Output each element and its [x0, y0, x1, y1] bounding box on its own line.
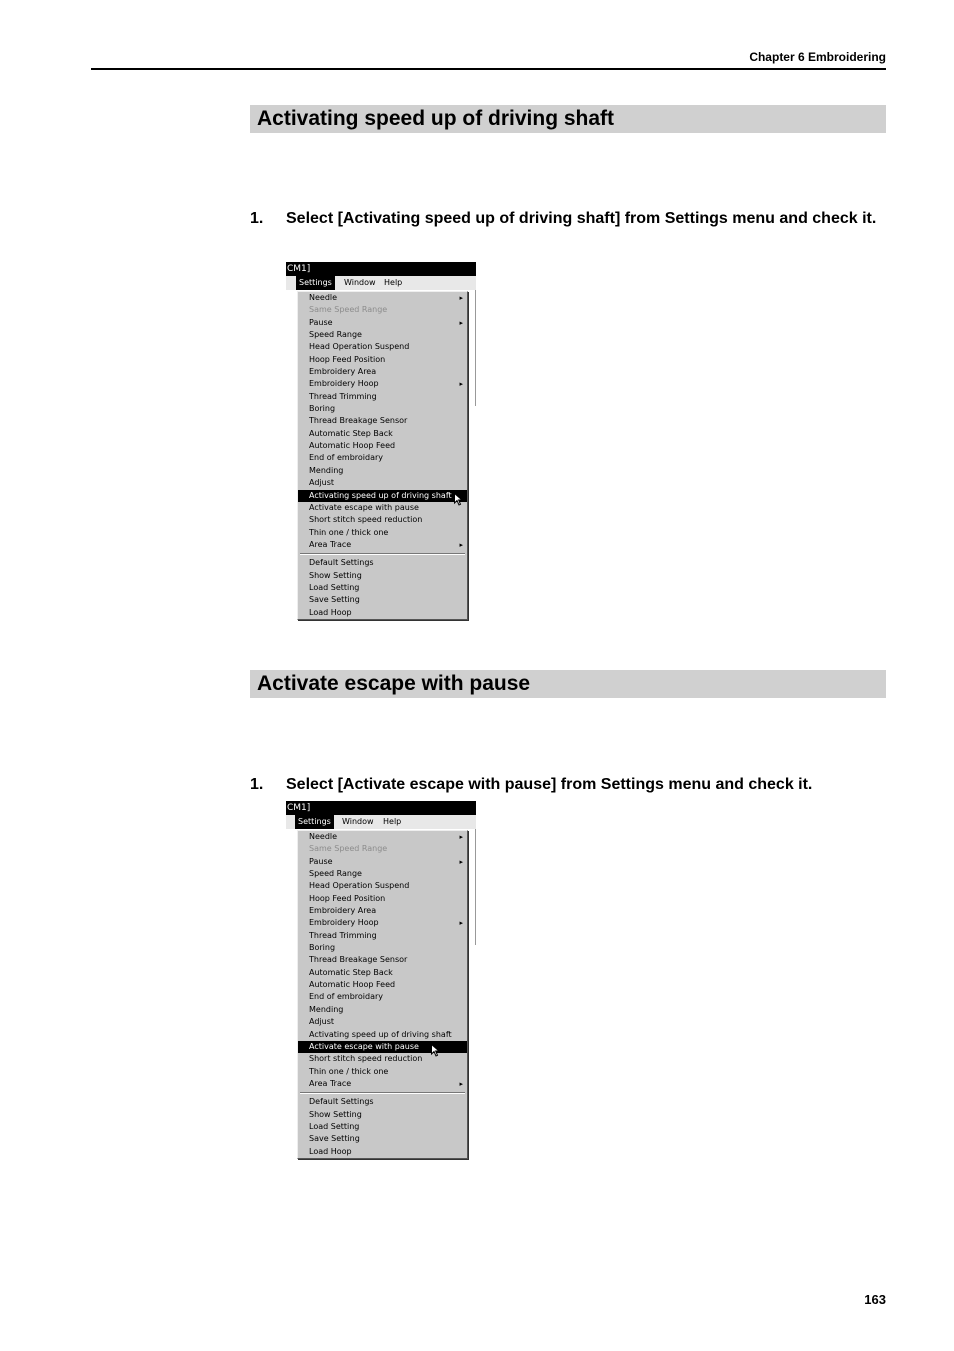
step-number: 1. [250, 210, 264, 227]
menu-item-embroidery-area[interactable] [298, 905, 467, 917]
menu-item-boring[interactable] [298, 403, 467, 415]
menu-item-label: Thread Trimming [309, 930, 377, 940]
menu-item-embroidery-hoop[interactable] [298, 378, 467, 390]
step-speed-up [250, 206, 886, 232]
menu-item-hoop-feed-position[interactable] [298, 893, 467, 905]
menu-item-same-speed-range [298, 843, 467, 855]
menu-item-label: Speed Range [309, 330, 362, 340]
menu-item-area-trace[interactable] [298, 539, 467, 551]
menu-item-activating-speed-up-of-driving-shaft[interactable] [298, 1029, 467, 1041]
menu-item-thread-breakage-sensor[interactable] [298, 415, 467, 427]
submenu-arrow-icon: ▸ [459, 1079, 463, 1088]
menu-item-label: Automatic Hoop Feed [309, 441, 396, 451]
menu-item-label: Activating speed up of driving shaft [309, 490, 452, 500]
menu-item-label: Thread Trimming [309, 391, 377, 401]
submenu-arrow-icon: ▸ [459, 919, 463, 928]
menu-window[interactable]: Window [344, 278, 376, 287]
menu-item-hoop-feed-position[interactable] [298, 354, 467, 366]
submenu-arrow-icon: ▸ [459, 318, 463, 327]
menu-item-label: Needle [309, 832, 338, 841]
menu-item-load-setting[interactable] [298, 582, 467, 594]
menu-item-label: Thread Breakage Sensor [309, 955, 408, 965]
menu-item-label: Pause [309, 317, 333, 327]
menu-bar [286, 276, 476, 290]
menu-item-head-operation-suspend[interactable] [298, 341, 467, 353]
menu-item-adjust[interactable] [298, 477, 467, 489]
menu-item-pause[interactable] [298, 317, 467, 329]
submenu-arrow-icon: ▸ [459, 857, 463, 866]
menu-item-label: Default Settings [309, 1097, 374, 1107]
menu-item-end-of-embroidary[interactable] [298, 991, 467, 1003]
menu-item-label: Activate escape with pause [309, 502, 419, 512]
menu-item-same-speed-range [298, 304, 467, 316]
menu-item-label: Load Hoop [309, 1146, 352, 1156]
menu-item-thread-trimming[interactable] [298, 391, 467, 403]
menu-item-label: Area Trace [309, 539, 352, 549]
menu-item-label: Save Setting [309, 595, 360, 605]
step-text: Select [Activate escape with pause] from Settings menu and check it. [286, 776, 813, 793]
menu-item-label: Short stitch speed reduction [309, 1054, 423, 1064]
menu-item-short-stitch-speed-reduction[interactable] [298, 1053, 467, 1065]
menu-item-area-trace[interactable] [298, 1078, 467, 1090]
window-titlebar: CM1] [286, 801, 476, 815]
menu-item-label: Embroidery Area [309, 367, 377, 377]
menu-item-thread-trimming[interactable] [298, 930, 467, 942]
menu-item-label: End of embroidary [309, 453, 384, 463]
menu-item-short-stitch-speed-reduction[interactable] [298, 514, 467, 526]
menu-item-label: Thread Breakage Sensor [309, 416, 408, 426]
menu-item-thread-breakage-sensor[interactable] [298, 954, 467, 966]
menu-item-speed-range[interactable] [298, 868, 467, 880]
menu-item-label: Boring [309, 404, 336, 414]
menu-item-label: Boring [309, 943, 336, 953]
menu-item-label: Hoop Feed Position [309, 354, 386, 364]
menu-item-label: Speed Range [309, 869, 362, 879]
settings-menu-screenshot-1 [286, 262, 476, 624]
menu-item-activate-escape-with-pause[interactable] [298, 1041, 467, 1053]
menu-item-label: Same Speed Range [309, 305, 388, 315]
menu-item-label: Activating speed up of driving shaft [309, 1029, 452, 1039]
menu-settings[interactable]: Settings [295, 815, 334, 829]
menu-item-label: Adjust [309, 1017, 335, 1027]
menu-item-mending[interactable] [298, 465, 467, 477]
settings-dropdown [297, 830, 468, 1159]
menu-item-label: Embroidery Hoop [309, 379, 379, 389]
menu-item-label: Load Hoop [309, 607, 352, 617]
menu-item-default-settings[interactable] [298, 557, 467, 569]
menu-item-activating-speed-up-of-driving-shaft[interactable] [298, 490, 467, 502]
menu-item-save-setting[interactable] [298, 594, 467, 606]
menu-item-speed-range[interactable] [298, 329, 467, 341]
menu-item-label: Activate escape with pause [309, 1041, 419, 1051]
menu-item-default-settings[interactable] [298, 1096, 467, 1108]
menu-item-automatic-hoop-feed[interactable] [298, 440, 467, 452]
menu-bar [286, 815, 476, 829]
menu-item-thin-one-thick-one[interactable] [298, 527, 467, 539]
header-rule [91, 68, 886, 70]
submenu-arrow-icon: ▸ [459, 294, 463, 302]
menu-item-label: Show Setting [309, 570, 362, 580]
menu-item-label: Load Setting [309, 1121, 360, 1131]
settings-menu-screenshot-2 [286, 801, 476, 1163]
window-titlebar: CM1] [286, 262, 476, 276]
section-title-speed-up: Activating speed up of driving shaft [250, 105, 886, 133]
step-number: 1. [250, 776, 264, 793]
menu-item-label: Thin one / thick one [309, 527, 389, 537]
menu-item-embroidery-hoop[interactable] [298, 917, 467, 929]
menu-item-label: Automatic Hoop Feed [309, 980, 396, 990]
menu-window[interactable]: Window [342, 817, 374, 826]
menu-item-label: Short stitch speed reduction [309, 515, 423, 525]
menu-item-save-setting[interactable] [298, 1133, 467, 1145]
menu-item-automatic-step-back[interactable] [298, 967, 467, 979]
menu-item-show-setting[interactable] [298, 1109, 467, 1121]
menu-item-label: Hoop Feed Position [309, 893, 386, 903]
menu-item-pause[interactable] [298, 856, 467, 868]
menu-item-label: Automatic Step Back [309, 967, 393, 977]
section-title-escape-pause: Activate escape with pause [250, 670, 886, 698]
menu-item-head-operation-suspend[interactable] [298, 880, 467, 892]
menu-item-mending[interactable] [298, 1004, 467, 1016]
menu-item-label: Needle [309, 293, 338, 302]
menu-item-label: Load Setting [309, 582, 360, 592]
step-text: Select [Activating speed up of driving shaft] from Settings menu and check it. [286, 210, 877, 227]
menu-item-thin-one-thick-one[interactable] [298, 1066, 467, 1078]
menu-item-label: Automatic Step Back [309, 428, 393, 438]
menu-item-label: Adjust [309, 478, 335, 488]
menu-item-end-of-embroidary[interactable] [298, 452, 467, 464]
submenu-arrow-icon: ▸ [459, 380, 463, 389]
menu-item-label: Head Operation Suspend [309, 342, 410, 352]
menu-item-label: Pause [309, 856, 333, 866]
menu-item-embroidery-area[interactable] [298, 366, 467, 378]
menu-item-label: Mending [309, 465, 344, 475]
menu-item-label: Same Speed Range [309, 844, 388, 854]
menu-item-show-setting[interactable] [298, 570, 467, 582]
menu-item-needle[interactable] [298, 831, 467, 843]
menu-item-automatic-hoop-feed[interactable] [298, 979, 467, 991]
menu-item-label: Default Settings [309, 558, 374, 568]
step-escape-pause [250, 772, 886, 798]
submenu-arrow-icon: ▸ [459, 833, 463, 841]
page-number: 163 [864, 1292, 886, 1307]
menu-item-label: Thin one / thick one [309, 1066, 389, 1076]
menu-item-label: Embroidery Area [309, 906, 377, 916]
settings-dropdown [297, 291, 468, 620]
menu-settings[interactable]: Settings [296, 276, 335, 290]
menu-item-boring[interactable] [298, 942, 467, 954]
menu-item-load-hoop[interactable] [298, 1146, 467, 1158]
menu-item-load-setting[interactable] [298, 1121, 467, 1133]
menu-item-label: End of embroidary [309, 992, 384, 1002]
menu-item-needle[interactable] [298, 292, 467, 304]
menu-item-label: Save Setting [309, 1134, 360, 1144]
submenu-arrow-icon: ▸ [459, 540, 463, 549]
menu-item-label: Area Trace [309, 1078, 352, 1088]
menu-item-activate-escape-with-pause[interactable] [298, 502, 467, 514]
menu-item-label: Show Setting [309, 1109, 362, 1119]
menu-help[interactable]: Help [383, 817, 402, 826]
menu-item-adjust[interactable] [298, 1016, 467, 1028]
menu-item-automatic-step-back[interactable] [298, 428, 467, 440]
menu-help[interactable]: Help [384, 278, 403, 287]
chapter-header: Chapter 6 Embroidering [749, 50, 886, 64]
menu-item-label: Head Operation Suspend [309, 881, 410, 891]
menu-item-label: Embroidery Hoop [309, 918, 379, 928]
menu-item-load-hoop[interactable] [298, 607, 467, 619]
menu-item-label: Mending [309, 1004, 344, 1014]
